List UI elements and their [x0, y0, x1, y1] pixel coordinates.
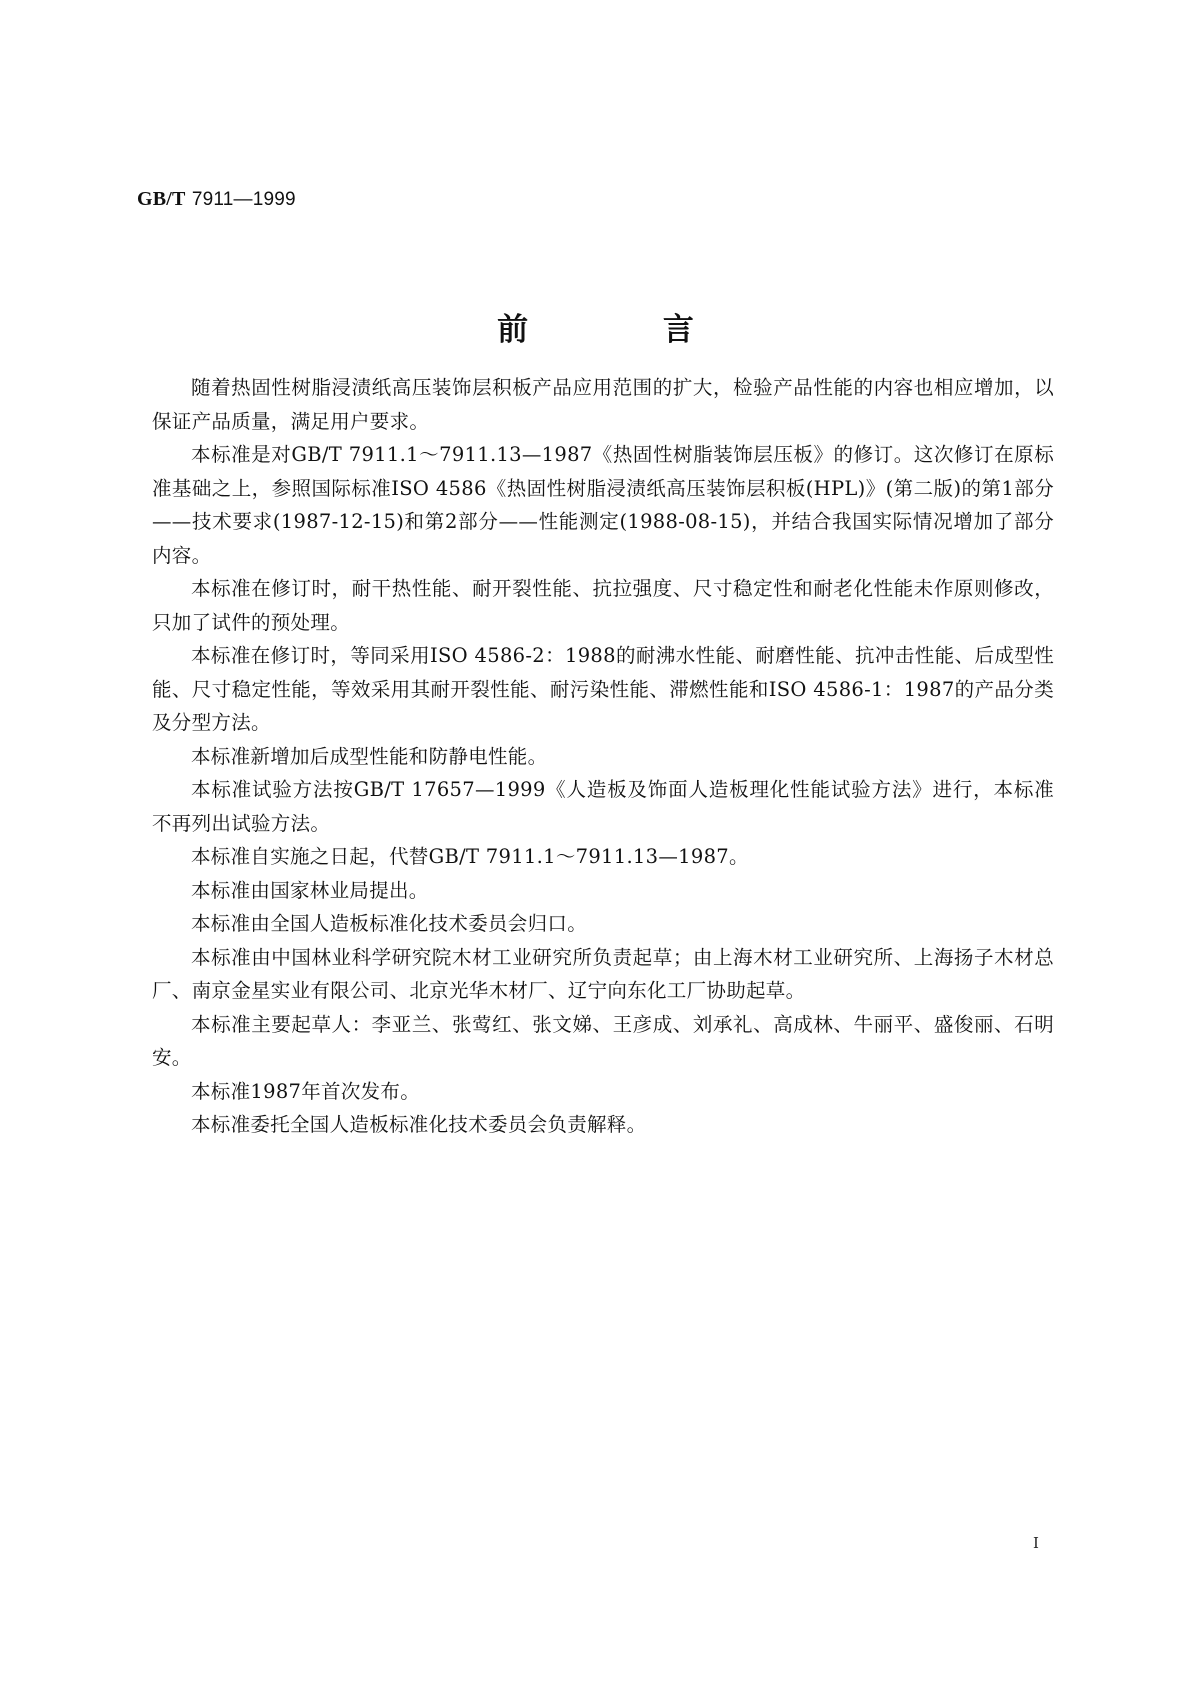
paragraph-4: 本标准在修订时，等同采用ISO 4586-2：1988的耐沸水性能、耐磨性能、抗冲击性能、后成型性能、尺寸稳定性能，等效采用其耐开裂性能、耐污染性能、滞燃性能和ISO 4586-1：1987的产品分类及分型方法。	[152, 644, 1054, 734]
paragraph-3: 本标准在修订时，耐干热性能、耐开裂性能、抗拉强度、尺寸稳定性和耐老化性能未作原则修改，只加了试件的预处理。	[152, 577, 1054, 634]
paragraph-6: 本标准试验方法按GB/T 17657—1999《人造板及饰面人造板理化性能试验方法》进行，本标准不再列出试验方法。	[152, 778, 1054, 835]
paragraph-12: 本标准1987年首次发布。	[191, 1079, 421, 1103]
paragraph-10: 本标准由中国林业科学研究院木材工业研究所负责起草；由上海木材工业研究所、上海扬子木材总厂、南京金星实业有限公司、北京光华木材厂、辽宁向东化工厂协助起草。	[152, 945, 1054, 1002]
paragraph-13: 本标准委托全国人造板标准化技术委员会负责解释。	[191, 1113, 647, 1136]
paragraph-2: 本标准是对GB/T 7911.1～7911.13—1987《热固性树脂装饰层压板》的修订。这次修订在原标准基础之上，参照国际标准ISO 4586《热固性树脂浸渍纸高压装饰层积板(HPL)》(第二版)的第1部分——技术要求(1987-12-15)和第2部分——性能测定(1988-08-15)，并结合我国实际情况增加了部分内容。	[152, 443, 1054, 567]
paragraph-5: 本标准新增加后成型性能和防静电性能。	[191, 744, 548, 768]
foreword-body	[152, 371, 1054, 1142]
standard-number: 7911—1999	[191, 189, 296, 210]
paragraph-8: 本标准由国家林业局提出。	[191, 878, 429, 902]
paragraph-11: 本标准主要起草人：李亚兰、张莺红、张文娣、王彦成、刘承礼、高成林、牛丽平、盛俊丽、石明安。	[152, 1012, 1054, 1069]
page-title: 前 言	[497, 312, 756, 348]
paragraph-1: 随着热固性树脂浸渍纸高压装饰层积板产品应用范围的扩大，检验产品性能的内容也相应增加，以保证产品质量，满足用户要求。	[152, 376, 1054, 433]
standard-code	[137, 188, 296, 211]
page-number: I	[1033, 1534, 1039, 1552]
paragraph-7: 本标准自实施之日起，代替GB/T 7911.1～7911.13—1987。	[191, 845, 749, 868]
paragraph-9: 本标准由全国人造板标准化技术委员会归口。	[191, 912, 588, 935]
standard-prefix: GB/T	[137, 188, 186, 210]
